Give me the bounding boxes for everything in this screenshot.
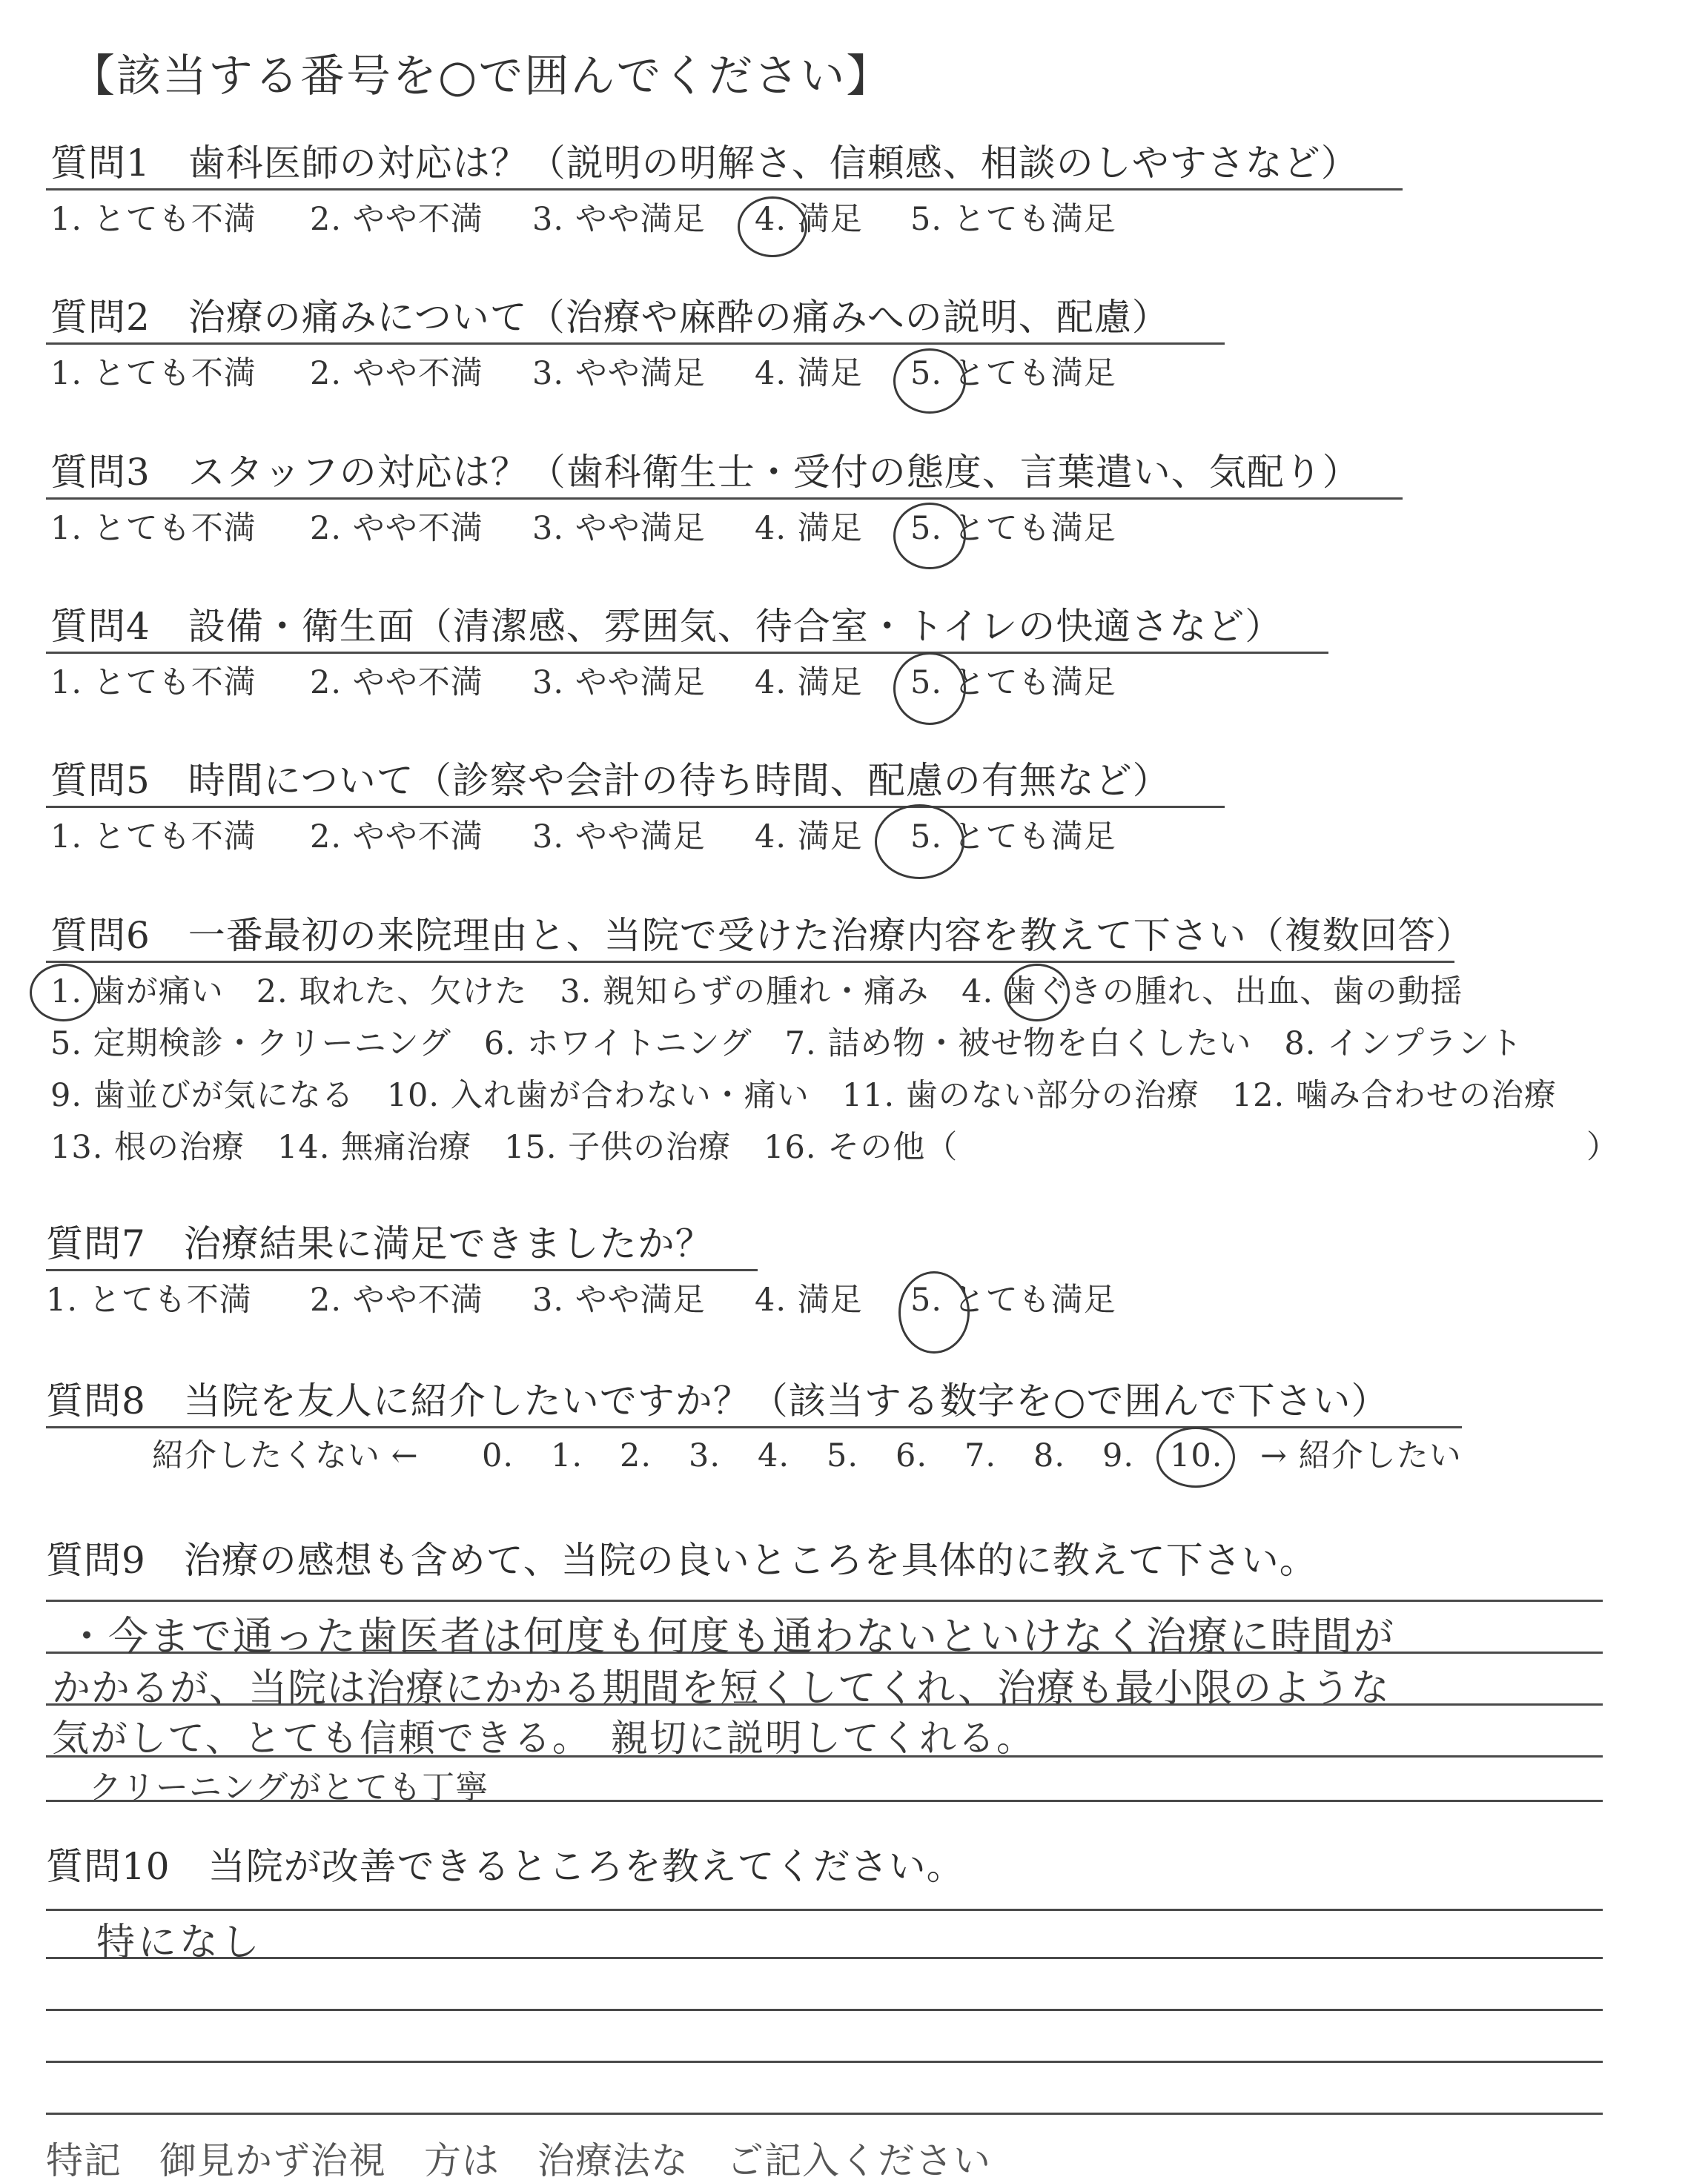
question-5-label: 質問5 時間について（診察や会計の待ち時間、配慮の有無など） xyxy=(50,759,1171,802)
question-7-option-4[interactable]: 4. 満足 xyxy=(755,1282,863,1319)
question-9-label: 質問9 治療の感想も含めて、当院の良いところを具体的に教えて下さい。 xyxy=(46,1539,1317,1582)
question-8-scale-5[interactable]: 5. xyxy=(827,1437,859,1474)
question-8-scale-3[interactable]: 3. xyxy=(689,1437,721,1474)
question-2-underline xyxy=(46,342,1225,345)
q10-answer-line-1 xyxy=(46,1909,1603,1911)
question-7-option-2[interactable]: 2. やや不満 xyxy=(310,1282,483,1319)
question-10-label: 質問10 当院が改善できるところを教えてください。 xyxy=(46,1845,964,1888)
question-8-scale-4[interactable]: 4. xyxy=(758,1437,790,1474)
question-1-label: 質問1 歯科医師の対応は？（説明の明解さ、信頼感、相談のしやすさなど） xyxy=(50,142,1359,185)
question-4-option-1[interactable]: 1. とても不満 xyxy=(50,664,256,701)
q9-handwritten-answer-3: 気がして、とても信頼できる。 親切に説明してくれる。 xyxy=(52,1717,1035,1760)
question-6-label: 質問6 一番最初の来院理由と、当院で受けた治療内容を教えて下さい（複数回答） xyxy=(50,914,1474,957)
q10-answer-line-3 xyxy=(46,2009,1603,2011)
question-3-option-2[interactable]: 2. やや不満 xyxy=(310,510,483,547)
question-1-option-3[interactable]: 3. やや満足 xyxy=(532,201,706,238)
question-1-answer-circle xyxy=(738,196,807,257)
question-1-option-5[interactable]: 5. とても満足 xyxy=(910,201,1116,238)
question-8-scale-0[interactable]: 0. xyxy=(482,1437,514,1474)
question-6-options-line-4[interactable]: 13. 根の治療 14. 無痛治療 15. 子供の治療 16. その他（ xyxy=(50,1129,959,1166)
question-2-label: 質問2 治療の痛みについて（治療や麻酔の痛みへの説明、配慮） xyxy=(50,296,1170,339)
question-3-answer-circle xyxy=(893,503,966,569)
question-7-answer-circle xyxy=(898,1271,970,1354)
footer-partial-text: 特記 御見かず治視 方は 治療法な ご記入ください xyxy=(46,2139,991,2182)
question-6-answer-circle-1 xyxy=(30,964,97,1021)
question-6-options-line-3[interactable]: 9. 歯並びが気になる 10. 入れ歯が合わない・痛い 11. 歯のない部分の治療 12. 噛み合わせの治療 xyxy=(50,1077,1557,1114)
question-3-label: 質問3 スタッフの対応は？（歯科衛生士・受付の態度、言葉遣い、気配り） xyxy=(50,451,1360,494)
question-7-underline xyxy=(46,1269,758,1271)
question-5-option-1[interactable]: 1. とても不満 xyxy=(50,818,256,855)
question-8-scale-7[interactable]: 7. xyxy=(964,1437,997,1474)
q9-answer-line-1 xyxy=(46,1600,1603,1602)
question-8-scale-8[interactable]: 8. xyxy=(1033,1437,1066,1474)
page-title: 【該当する番号を○で囲んでください】 xyxy=(70,50,893,102)
question-3-underline xyxy=(46,497,1403,500)
question-3-option-4[interactable]: 4. 満足 xyxy=(755,510,863,547)
question-8-scale-1[interactable]: 1. xyxy=(551,1437,583,1474)
question-5-option-2[interactable]: 2. やや不満 xyxy=(310,818,483,855)
question-5-option-3[interactable]: 3. やや満足 xyxy=(532,818,706,855)
question-6-other-close-paren: ） xyxy=(1586,1129,1619,1166)
question-7-option-3[interactable]: 3. やや満足 xyxy=(532,1282,706,1319)
question-8-answer-circle xyxy=(1156,1427,1235,1488)
question-1-option-1[interactable]: 1. とても不満 xyxy=(50,201,256,238)
question-2-option-2[interactable]: 2. やや不満 xyxy=(310,355,483,392)
question-2-option-4[interactable]: 4. 満足 xyxy=(755,355,863,392)
question-3-option-5[interactable]: 5. とても満足 xyxy=(910,510,1116,547)
q10-answer-line-2 xyxy=(46,1957,1603,1959)
q9-handwritten-answer-4: クリーニングがとても丁寧 xyxy=(89,1769,489,1806)
question-2-option-3[interactable]: 3. やや満足 xyxy=(532,355,706,392)
question-4-option-5[interactable]: 5. とても満足 xyxy=(910,664,1116,701)
question-6-options-line-1[interactable]: 1. 歯が痛い 2. 取れた、欠けた 3. 親知らずの腫れ・痛み 4. 歯ぐきの腫れ、出血、歯の動揺 xyxy=(50,973,1463,1010)
question-5-option-5[interactable]: 5. とても満足 xyxy=(910,818,1116,855)
question-4-label: 質問4 設備・衛生面（清潔感、雰囲気、待合室・トイレの快適さなど） xyxy=(50,605,1283,648)
question-4-option-2[interactable]: 2. やや不満 xyxy=(310,664,483,701)
question-8-scale-6[interactable]: 6. xyxy=(896,1437,928,1474)
question-4-underline xyxy=(46,652,1328,654)
question-8-left-label: 紹介したくない ← xyxy=(152,1437,419,1474)
question-3-option-3[interactable]: 3. やや満足 xyxy=(532,510,706,547)
question-5-option-4[interactable]: 4. 満足 xyxy=(755,818,863,855)
question-7-option-1[interactable]: 1. とても不満 xyxy=(46,1282,252,1319)
question-7-label: 質問7 治療結果に満足できましたか？ xyxy=(46,1222,713,1265)
question-5-answer-circle xyxy=(875,804,964,879)
question-8-scale-2[interactable]: 2. xyxy=(620,1437,652,1474)
question-1-option-4[interactable]: 4. 満足 xyxy=(755,201,863,238)
question-8-right-label: → 紹介したい xyxy=(1260,1437,1462,1474)
question-1-option-2[interactable]: 2. やや不満 xyxy=(310,201,483,238)
question-4-answer-circle xyxy=(893,652,966,725)
question-7-option-5[interactable]: 5. とても満足 xyxy=(910,1282,1116,1319)
question-2-answer-circle xyxy=(893,348,966,414)
question-1-underline xyxy=(46,188,1403,191)
q9-handwritten-answer-2: かかるが、当院は治療にかかる期間を短くしてくれ、治療も最小限のような xyxy=(52,1666,1391,1711)
question-8-underline xyxy=(46,1426,1462,1428)
question-8-scale-10[interactable]: 10. xyxy=(1170,1437,1223,1474)
question-2-option-5[interactable]: 5. とても満足 xyxy=(910,355,1116,392)
question-6-options-line-2[interactable]: 5. 定期検診・クリーニング 6. ホワイトニング 7. 詰め物・被せ物を白くしたい 8. インプラント xyxy=(50,1025,1523,1062)
q10-answer-line-4 xyxy=(46,2061,1603,2063)
q9-handwritten-answer-1: ・今まで通った歯医者は何度も何度も通わないといけなく治療に時間が xyxy=(67,1613,1395,1660)
question-2-option-1[interactable]: 1. とても不満 xyxy=(50,355,256,392)
question-6-answer-circle-4 xyxy=(1004,964,1070,1021)
question-4-option-3[interactable]: 3. やや満足 xyxy=(532,664,706,701)
question-4-option-4[interactable]: 4. 満足 xyxy=(755,664,863,701)
question-5-underline xyxy=(46,806,1225,808)
q10-answer-line-5 xyxy=(46,2113,1603,2115)
question-3-option-1[interactable]: 1. とても不満 xyxy=(50,510,256,547)
question-6-underline xyxy=(46,961,1454,963)
question-8-scale-9[interactable]: 9. xyxy=(1102,1437,1135,1474)
question-8-label: 質問8 当院を友人に紹介したいですか？（該当する数字を○で囲んで下さい） xyxy=(46,1379,1389,1422)
q10-handwritten-answer: 特になし xyxy=(96,1921,263,1965)
